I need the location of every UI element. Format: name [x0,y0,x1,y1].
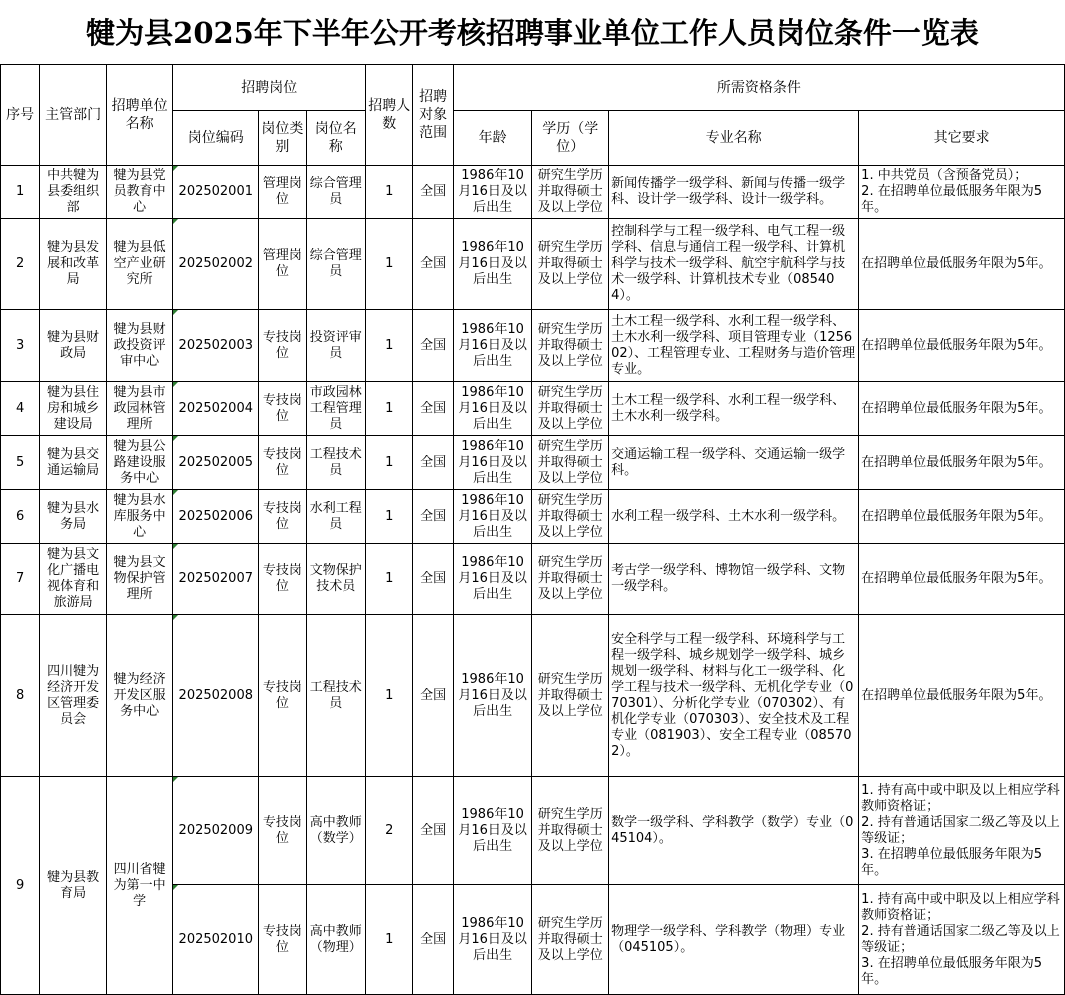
cell-code [173,382,259,436]
pname-text: 工程技术员 [309,446,362,478]
type-text: 管理岗位 [262,248,302,279]
pname-text: 工程技术员 [309,679,362,711]
table-body [1,65,1065,995]
edu-text: 研究生学历并取得硕士及以上学位 [537,555,603,602]
header-other: 其它要求 [859,111,1065,166]
cell-age [453,777,532,885]
cell-pname [306,777,366,885]
cell-unit [106,490,173,544]
major-text: 土木工程一级学科、水利工程一级学科、土木水利一级学科。 [611,392,846,424]
type-text: 专技岗位 [262,500,302,532]
cell-age [453,544,532,615]
table-row [1,382,1065,436]
header-major: 专业名称 [609,111,859,166]
header-education: 学历（学位） [532,111,609,166]
cell-seq [1,219,40,310]
other-text: 在招聘单位最低服务年限为5年。 [861,400,1052,416]
cell-major [609,310,859,382]
unit-text: 犍为经济开发区服务中心 [113,671,166,719]
cell-code [173,219,259,310]
cell-unit [106,166,173,219]
code-text: 202502004 [178,400,253,416]
cell-type [259,219,306,310]
type-text: 专技岗位 [262,679,302,711]
cell-unit [106,436,173,490]
seq-text: 8 [16,687,25,703]
age-text: 1986年10月16日及以后出生 [458,438,527,486]
cell-other [859,615,1065,777]
other-text: 在招聘单位最低服务年限为5年。 [861,337,1052,353]
cell-pname [306,166,366,219]
cell-dept [40,310,107,382]
scope-text: 全国 [420,454,447,470]
cell-seq [1,310,40,382]
age-text: 1986年10月16日及以后出生 [458,321,527,369]
count-text: 1 [385,337,394,353]
cell-edu [532,436,609,490]
pname-text: 高中教师（数学） [309,814,362,846]
scope-text: 全国 [420,337,447,353]
cell-seq [1,490,40,544]
type-text: 专技岗位 [262,814,302,846]
cell-scope [413,166,453,219]
count-text: 1 [385,571,394,586]
seq-text: 3 [16,337,25,353]
code-text: 202502007 [178,571,253,586]
cell-dept [40,382,107,436]
cell-dept [40,490,107,544]
cell-age [453,615,532,777]
cell-scope [413,490,453,544]
code-text: 202502005 [178,454,253,470]
code-text: 202502001 [178,184,253,199]
header-position-group: 招聘岗位 [173,65,366,111]
cell-type [259,544,306,615]
cell-unit [106,219,173,310]
dept-text: 犍为县水务局 [47,500,100,532]
cell-other [859,544,1065,615]
document-title: 犍为县2025年下半年公开考核招聘事业单位工作人员岗位条件一览表 [86,16,979,50]
cell-count [366,436,413,490]
cell-scope [413,777,453,885]
cell-code [173,885,259,995]
scope-text: 全国 [420,687,447,703]
cell-dept [40,544,107,615]
cell-edu [532,382,609,436]
cell-unit [106,310,173,382]
seq-text: 2 [16,256,25,271]
seq-text: 4 [16,400,25,416]
header-dept: 主管部门 [40,65,107,166]
table-row [1,436,1065,490]
cell-type [259,490,306,544]
pname-text: 高中教师（物理） [309,923,362,955]
cell-edu [532,219,609,310]
major-text: 水利工程一级学科、土木水利一级学科。 [611,508,846,524]
cell-pname [306,544,366,615]
cell-dept [40,166,107,219]
major-text: 控制科学与工程一级学科、电气工程一级学科、信息与通信工程一级学科、计算机科学与技术一级学科、航空宇航科学与技术一级学科、计算机技术专业（085404）。 [611,224,846,303]
cell-type [259,436,306,490]
cell-unit [106,777,173,995]
cell-age [453,382,532,436]
dept-text: 犍为县住房和城乡建设局 [47,384,100,432]
cell-scope [413,382,453,436]
dept-text: 犍为县财政局 [47,329,100,361]
cell-edu [532,490,609,544]
cell-pname [306,219,366,310]
edu-text: 研究生学历并取得硕士及以上学位 [537,671,603,719]
pname-text: 市政园林工程管理员 [309,384,362,432]
cell-other [859,436,1065,490]
cell-scope [413,544,453,615]
code-text: 202502006 [178,508,253,524]
cell-code [173,436,259,490]
major-text: 交通运输工程一级学科、交通运输一级学科。 [611,446,846,478]
cell-edu [532,310,609,382]
header-code: 岗位编码 [173,111,259,166]
unit-text: 犍为县公路建设服务中心 [113,438,166,486]
age-text: 1986年10月16日及以后出生 [458,555,527,602]
cell-dept [40,436,107,490]
unit-text: 犍为县党员教育中心 [113,168,166,215]
table-row [1,219,1065,310]
cell-type [259,885,306,995]
code-text: 202502009 [178,822,253,838]
cell-seq [1,544,40,615]
cell-count [366,490,413,544]
table-row [1,166,1065,219]
cell-age [453,219,532,310]
header-age: 年龄 [453,111,532,166]
cell-other [859,310,1065,382]
type-text: 专技岗位 [262,329,302,361]
unit-text: 四川省犍为第一中学 [113,861,166,909]
dept-text: 犍为县文化广播电视体育和旅游局 [47,547,100,610]
age-text: 1986年10月16日及以后出生 [458,384,527,432]
header-type: 岗位类别 [259,111,306,166]
type-text: 专技岗位 [262,446,302,478]
code-text: 202502002 [178,256,253,271]
seq-text: 5 [16,454,25,470]
cell-major [609,777,859,885]
cell-age [453,166,532,219]
scope-text: 全国 [420,822,447,838]
seq-text: 1 [16,184,25,199]
cell-other [859,490,1065,544]
cell-code [173,166,259,219]
table-row [1,310,1065,382]
scope-text: 全国 [420,571,447,586]
cell-edu [532,885,609,995]
scope-text: 全国 [420,256,447,271]
pname-text: 投资评审员 [309,329,362,361]
scope-text: 全国 [420,184,447,199]
edu-text: 研究生学历并取得硕士及以上学位 [537,384,603,432]
count-text: 1 [385,687,394,703]
major-text: 物理学一级学科、学科教学（物理）专业（045105）。 [611,923,846,955]
other-text: 在招聘单位最低服务年限为5年。 [861,571,1052,586]
cell-seq [1,615,40,777]
scope-text: 全国 [420,931,447,947]
cell-code [173,615,259,777]
cell-major [609,615,859,777]
table-row [1,544,1065,615]
edu-text: 研究生学历并取得硕士及以上学位 [537,168,603,215]
seq-text: 7 [16,571,25,586]
major-text: 考古学一级学科、博物馆一级学科、文物一级学科。 [611,563,846,594]
cell-dept [40,777,107,995]
cell-other [859,777,1065,885]
cell-count [366,166,413,219]
cell-age [453,310,532,382]
pname-text: 水利工程员 [309,500,362,532]
cell-type [259,166,306,219]
cell-unit [106,615,173,777]
pname-text: 综合管理员 [309,248,362,279]
count-text: 1 [385,454,394,470]
cell-count [366,219,413,310]
age-text: 1986年10月16日及以后出生 [458,240,527,287]
type-text: 专技岗位 [262,923,302,955]
table-row [1,777,1065,885]
age-text: 1986年10月16日及以后出生 [458,671,527,719]
scope-text: 全国 [420,400,447,416]
cell-edu [532,615,609,777]
cell-major [609,219,859,310]
cell-pname [306,885,366,995]
cell-type [259,615,306,777]
age-text: 1986年10月16日及以后出生 [458,168,527,215]
cell-count [366,615,413,777]
type-text: 管理岗位 [262,176,302,207]
cell-seq [1,777,40,995]
cell-major [609,166,859,219]
major-text: 新闻传播学一级学科、新闻与传播一级学科、设计学一级学科、设计一级学科。 [611,176,846,207]
edu-text: 研究生学历并取得硕士及以上学位 [537,492,603,540]
seq-text: 9 [16,877,25,893]
cell-dept [40,219,107,310]
cell-other [859,219,1065,310]
dept-text: 犍为县发展和改革局 [47,240,100,287]
unit-text: 犍为县财政投资评审中心 [113,321,166,369]
cell-count [366,777,413,885]
cell-count [366,310,413,382]
code-text: 202502003 [178,337,253,353]
count-text: 1 [385,184,394,199]
major-text: 数学一级学科、学科教学（数学）专业（045104）。 [611,814,854,846]
cell-code [173,310,259,382]
cell-scope [413,310,453,382]
scope-text: 全国 [420,508,447,524]
dept-text: 犍为县教育局 [47,869,100,901]
cell-scope [413,885,453,995]
code-text: 202502010 [178,931,253,947]
other-text: 1. 中共党员（含预备党员）； 2. 在招聘单位最低服务年限为5年。 [861,168,1042,215]
other-text: 在招聘单位最低服务年限为5年。 [861,256,1052,271]
dept-text: 犍为县交通运输局 [47,446,100,478]
cell-seq [1,166,40,219]
cell-count [366,544,413,615]
cell-pname [306,615,366,777]
cell-pname [306,310,366,382]
header-unit: 招聘单位名称 [106,65,173,166]
seq-text: 6 [16,508,25,524]
header-position-name: 岗位名称 [306,111,366,166]
type-text: 专技岗位 [262,392,302,424]
cell-major [609,436,859,490]
age-text: 1986年10月16日及以后出生 [458,915,527,963]
other-text: 在招聘单位最低服务年限为5年。 [861,454,1052,470]
count-text: 1 [385,931,394,947]
other-text: 在招聘单位最低服务年限为5年。 [861,687,1052,703]
age-text: 1986年10月16日及以后出生 [458,492,527,540]
edu-text: 研究生学历并取得硕士及以上学位 [537,915,603,963]
cell-major [609,382,859,436]
other-text: 在招聘单位最低服务年限为5年。 [861,508,1052,524]
dept-text: 四川犍为经济开发区管理委员会 [47,663,100,727]
cell-unit [106,544,173,615]
header-scope: 招聘对象范围 [413,65,453,166]
major-text: 安全科学与工程一级学科、环境科学与工程一级学科、城乡规划学一级学科、城乡规划一级学科、材料与化工一级学科、化学工程与技术一级学科、无机化学专业（070301）、分析化学专业（070302）、有机化学专业（070303）、安全技术及工程专业（081903）、安全工程专业（085702）。 [611,631,854,759]
cell-major [609,885,859,995]
cell-major [609,544,859,615]
cell-age [453,436,532,490]
cell-age [453,885,532,995]
cell-pname [306,436,366,490]
cell-dept [40,615,107,777]
type-text: 专技岗位 [262,563,302,594]
cell-count [366,382,413,436]
edu-text: 研究生学历并取得硕士及以上学位 [537,806,603,854]
count-text: 2 [385,822,394,838]
count-text: 1 [385,508,394,524]
table-row [1,615,1065,777]
edu-text: 研究生学历并取得硕士及以上学位 [537,240,603,287]
cell-edu [532,166,609,219]
age-text: 1986年10月16日及以后出生 [458,806,527,854]
header-seq: 序号 [1,65,40,166]
dept-text: 中共犍为县委组织部 [47,168,100,215]
count-text: 1 [385,400,394,416]
cell-type [259,777,306,885]
edu-text: 研究生学历并取得硕士及以上学位 [537,321,603,369]
cell-seq [1,382,40,436]
header-qualification-group: 所需资格条件 [453,65,1064,111]
table-row [1,490,1065,544]
unit-text: 犍为县市政园林管理所 [113,384,166,432]
cell-scope [413,436,453,490]
pname-text: 文物保护技术员 [309,563,362,594]
cell-code [173,544,259,615]
unit-text: 犍为县文物保护管理所 [113,555,166,602]
cell-code [173,777,259,885]
cell-code [173,490,259,544]
cell-edu [532,777,609,885]
cell-type [259,382,306,436]
cell-pname [306,490,366,544]
cell-age [453,490,532,544]
edu-text: 研究生学历并取得硕士及以上学位 [537,438,603,486]
unit-text: 犍为县水库服务中心 [113,492,166,540]
cell-pname [306,382,366,436]
other-text: 1. 持有高中或中职及以上相应学科教师资格证； 2. 持有普通话国家二级乙等及以上等级证； 3. 在招聘单位最低服务年限为5年。 [861,891,1060,987]
unit-text: 犍为县低空产业研究所 [113,240,166,287]
cell-count [366,885,413,995]
code-text: 202502008 [178,687,253,703]
cell-scope [413,219,453,310]
cell-other [859,382,1065,436]
cell-unit [106,382,173,436]
positions-table [0,64,1065,995]
cell-scope [413,615,453,777]
other-text: 1. 持有高中或中职及以上相应学科教师资格证； 2. 持有普通话国家二级乙等及以上等级证； 3. 在招聘单位最低服务年限为5年。 [861,782,1060,878]
cell-edu [532,544,609,615]
major-text: 土木工程一级学科、水利工程一级学科、土木水利一级学科、项目管理专业（125602）、工程管理专业、工程财务与造价管理专业。 [611,313,856,377]
cell-other [859,166,1065,219]
header-count: 招聘人数 [366,65,413,166]
cell-type [259,310,306,382]
cell-other [859,885,1065,995]
pname-text: 综合管理员 [309,176,362,207]
cell-seq [1,436,40,490]
cell-major [609,490,859,544]
count-text: 1 [385,256,394,271]
